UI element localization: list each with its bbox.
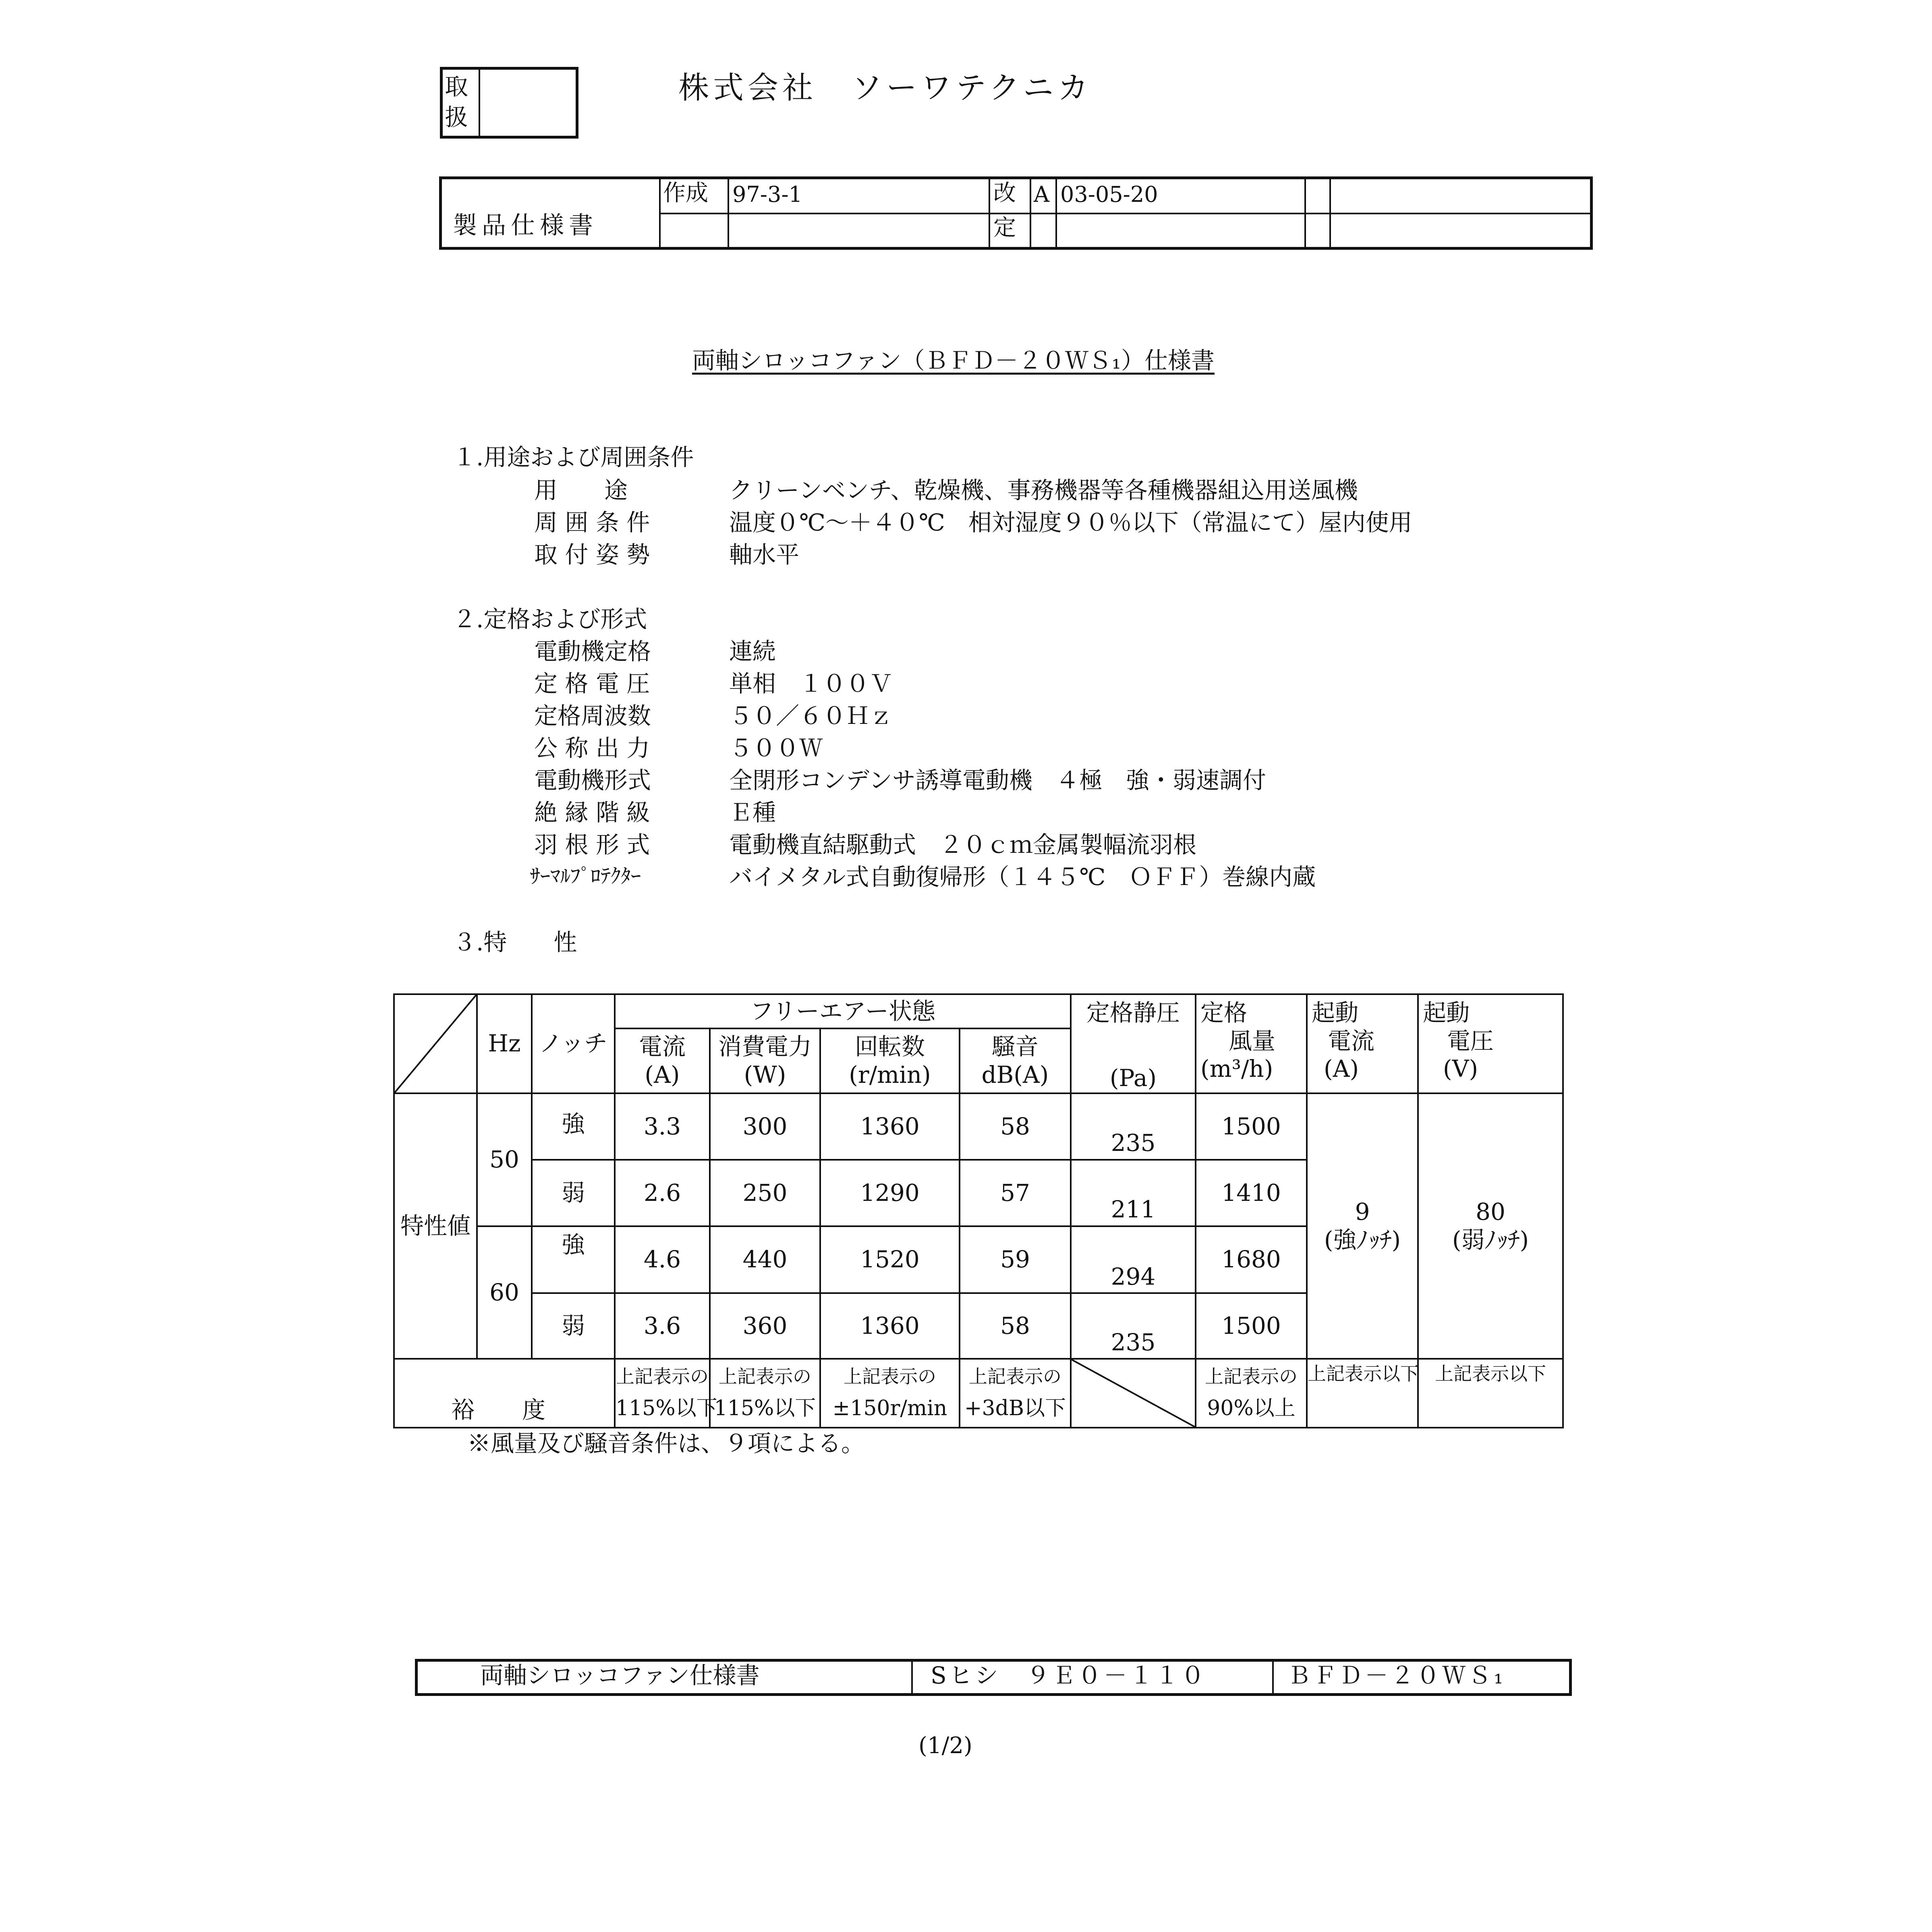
- start-voltage-header: [1418, 994, 1563, 1093]
- start-current-title: 電流: [1328, 1027, 1375, 1055]
- noise-header: [960, 1028, 1071, 1093]
- document-type: 製品仕様書: [453, 211, 598, 240]
- tolerance-start-current: 上記表示以下: [1307, 1359, 1418, 1428]
- spec-value: 単相 １００Ｖ: [729, 670, 893, 697]
- current-unit: (A): [645, 1061, 680, 1088]
- free-air-header: フリーエアー状態: [615, 994, 1071, 1028]
- noise-cell: 57: [960, 1160, 1071, 1226]
- created-date: 97-3-1: [732, 182, 802, 207]
- spec-value: ５０／６０Ｈｚ: [729, 702, 893, 730]
- start-voltage-title: 電圧: [1447, 1027, 1494, 1055]
- tolerance-rpm-top: 上記表示の: [844, 1365, 936, 1387]
- hz-header: Hz: [477, 994, 532, 1093]
- corner-diagonal-cell: [394, 994, 477, 1093]
- spec-value: 温度０℃～＋４０℃ 相対湿度９０％以下（常温にて）屋内使用: [729, 509, 1412, 536]
- hz-60-cell: 60: [477, 1226, 532, 1359]
- notch-header: ノッチ: [532, 994, 615, 1093]
- notch-cell: 弱: [532, 1160, 615, 1226]
- rpm-cell: 1360: [820, 1293, 960, 1359]
- airflow-cell: 1500: [1196, 1093, 1307, 1160]
- stamp-label-1: 取: [445, 73, 468, 100]
- header-row-divider: [659, 213, 1590, 214]
- airflow-cell: 1410: [1196, 1160, 1307, 1226]
- tolerance-airflow-top: 上記表示の: [1205, 1365, 1298, 1387]
- tolerance-label: 裕 度: [394, 1359, 615, 1428]
- created-label: 作成: [663, 180, 708, 206]
- footer-model: ＢＦＤ－２０ＷＳ₁: [1287, 1662, 1506, 1689]
- power-cell: 440: [710, 1226, 820, 1294]
- airflow-title: 風量: [1229, 1027, 1276, 1055]
- airflow-title-top: 定格: [1200, 999, 1248, 1026]
- noise-cell: 58: [960, 1293, 1071, 1359]
- spec-value: ５００Ｗ: [729, 734, 823, 762]
- page-number: (1/2): [918, 1733, 972, 1759]
- spec-label: 定 格 電 圧: [534, 670, 650, 697]
- start-current-header: [1307, 994, 1418, 1093]
- noise-cell: 58: [960, 1093, 1071, 1160]
- static-pressure-title: 定格静圧: [1086, 999, 1180, 1026]
- notch-cell: 強: [532, 1093, 615, 1160]
- tolerance-noise: [960, 1359, 1071, 1428]
- spec-value: クリーンベンチ、乾燥機、事務機器等各種機器組込用送風機: [729, 477, 1358, 504]
- rpm-cell: 1520: [820, 1226, 960, 1294]
- noise-cell: 59: [960, 1226, 1071, 1294]
- rpm-header: [820, 1028, 960, 1093]
- current-cell: 3.3: [615, 1093, 710, 1160]
- spec-value: バイメタル式自動復帰形（１４５℃ ＯＦＦ）巻線内蔵: [729, 863, 1316, 891]
- tolerance-current-top: 上記表示の: [616, 1365, 709, 1387]
- section-2-heading: ２.定格および形式: [453, 605, 647, 633]
- start-current-title-top: 起動: [1312, 999, 1359, 1026]
- current-cell: 2.6: [615, 1160, 710, 1226]
- spec-label: 周 囲 条 件: [534, 509, 650, 536]
- pressure-cell: 235: [1071, 1093, 1196, 1160]
- spec-value: 全閉形コンデンサ誘導電動機 ４極 強・弱速調付: [729, 767, 1266, 794]
- spec-label: 取 付 姿 勢: [534, 541, 650, 568]
- start-voltage-note: (弱ﾉｯﾁ): [1452, 1226, 1529, 1254]
- spec-value: 連続: [729, 638, 776, 665]
- notch-cell: 強: [532, 1226, 615, 1294]
- characteristics-table: [393, 993, 1564, 1428]
- spec-label: 定格周波数: [534, 702, 651, 730]
- airflow-unit: (m³/h): [1200, 1055, 1273, 1083]
- start-voltage-unit: (V): [1443, 1055, 1478, 1083]
- tolerance-current-value: 115%以下: [616, 1396, 717, 1420]
- current-title: 電流: [638, 1032, 686, 1060]
- footer-document-code: Sヒシ ９Ｅ０－１１０: [931, 1662, 1207, 1689]
- power-cell: 300: [710, 1093, 820, 1160]
- hz-50-cell: 50: [477, 1093, 532, 1226]
- spec-label: 電動機定格: [534, 638, 651, 665]
- footer-divider: [1272, 1660, 1274, 1694]
- rpm-cell: 1290: [820, 1160, 960, 1226]
- tolerance-start-voltage: 上記表示以下: [1418, 1359, 1563, 1428]
- current-header: [615, 1028, 710, 1093]
- current-cell: 4.6: [615, 1226, 710, 1294]
- spec-label: ｻｰﾏﾙﾌﾟﾛﾃｸﾀｰ: [530, 864, 641, 888]
- spec-value: 軸水平: [729, 541, 800, 568]
- rpm-title: 回転数: [854, 1032, 925, 1060]
- revised-date: 03-05-20: [1060, 182, 1158, 207]
- section-1-heading: １.用途および周囲条件: [453, 444, 694, 471]
- power-unit: (W): [744, 1061, 786, 1088]
- airflow-header: [1196, 994, 1307, 1093]
- power-cell: 360: [710, 1293, 820, 1359]
- document-title: 両軸シロッコファン（ＢＦＤ－２０ＷＳ₁）仕様書: [692, 347, 1215, 374]
- spec-value: 電動機直結駆動式 ２０ｃｍ金属製幅流羽根: [729, 831, 1197, 858]
- tolerance-power: [710, 1359, 820, 1428]
- revision-mark: A: [1034, 182, 1049, 207]
- airflow-cell: 1500: [1196, 1293, 1307, 1359]
- noise-unit: dB(A): [981, 1061, 1049, 1088]
- start-current-unit: (A): [1324, 1055, 1359, 1083]
- spec-label: 電動機形式: [534, 767, 651, 794]
- revised-label-1: 改: [993, 180, 1016, 206]
- tolerance-noise-top: 上記表示の: [969, 1365, 1061, 1387]
- notch-cell: 弱: [532, 1293, 615, 1359]
- spec-label: 羽 根 形 式: [534, 831, 650, 858]
- tolerance-airflow: [1196, 1359, 1307, 1428]
- tolerance-power-top: 上記表示の: [719, 1365, 811, 1387]
- power-cell: 250: [710, 1160, 820, 1226]
- tolerance-rpm-value: ±150r/min: [832, 1396, 947, 1420]
- revised-label-2: 定: [993, 215, 1016, 241]
- tolerance-power-value: 115%以下: [714, 1396, 816, 1420]
- start-current-cell: [1307, 1093, 1418, 1359]
- start-voltage-title-top: 起動: [1423, 999, 1470, 1026]
- power-title: 消費電力: [718, 1032, 812, 1060]
- start-voltage-cell: [1418, 1093, 1563, 1359]
- characteristic-values-label: 特性値: [394, 1093, 477, 1359]
- current-cell: 3.6: [615, 1293, 710, 1359]
- airflow-cell: 1680: [1196, 1226, 1307, 1294]
- noise-title: 騒音: [992, 1032, 1039, 1060]
- section-3-heading: ３.特 性: [453, 929, 577, 956]
- pressure-cell: 294: [1071, 1226, 1196, 1294]
- tolerance-noise-value: +3dB以下: [964, 1396, 1066, 1420]
- stamp-label-2: 扱: [445, 104, 468, 131]
- stamp-divider: [479, 68, 480, 137]
- pressure-cell: 235: [1071, 1293, 1196, 1359]
- tolerance-current: [615, 1359, 717, 1428]
- tolerance-airflow-value: 90%以上: [1207, 1396, 1296, 1420]
- tolerance-rpm: [820, 1359, 960, 1428]
- spec-label: 絶 縁 階 級: [534, 799, 650, 826]
- start-current-note: (強ﾉｯﾁ): [1324, 1226, 1401, 1254]
- start-voltage-value: 80: [1476, 1198, 1505, 1226]
- company-name: 株式会社 ソーワテクニカ: [678, 70, 1092, 106]
- footer-document-name: 両軸シロッコファン仕様書: [480, 1662, 760, 1689]
- spec-label: 用 途: [534, 477, 628, 504]
- static-pressure-header: [1071, 994, 1196, 1093]
- rpm-unit: (r/min): [849, 1061, 931, 1088]
- spec-label: 公 称 出 力: [534, 734, 650, 762]
- footer-divider: [911, 1660, 913, 1694]
- static-pressure-unit: (Pa): [1109, 1064, 1157, 1092]
- rpm-cell: 1360: [820, 1093, 960, 1160]
- power-header: [710, 1028, 820, 1093]
- start-current-value: 9: [1355, 1198, 1370, 1226]
- pressure-cell: 211: [1071, 1160, 1196, 1226]
- tolerance-pressure-diagonal: [1071, 1359, 1196, 1428]
- spec-value: Ｅ種: [729, 799, 776, 826]
- footnote: ※風量及び騒音条件は、９項による。: [467, 1430, 865, 1457]
